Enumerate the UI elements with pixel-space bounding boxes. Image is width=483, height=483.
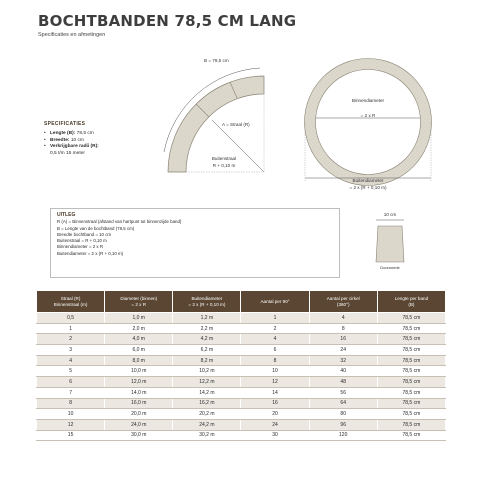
table-cell: 4,2 m xyxy=(173,334,241,345)
table-row xyxy=(37,377,446,388)
table-row xyxy=(37,313,446,324)
outer-radius-title: Buitenstraal xyxy=(211,156,237,161)
table-cell: 16 xyxy=(309,334,377,345)
table-cell: 8 xyxy=(241,355,309,366)
col-header-length: Lengte per band (B) xyxy=(377,291,445,313)
specifications-block xyxy=(44,121,164,158)
table-cell: 4,0 m xyxy=(105,334,173,345)
section-width-label: 10 cm xyxy=(383,212,397,217)
table-row xyxy=(37,409,446,420)
table-cell: 24 xyxy=(309,345,377,356)
table-cell: 78,5 cm xyxy=(377,430,445,441)
dimensions-table xyxy=(36,290,446,441)
table-cell: 24,2 m xyxy=(173,419,241,430)
table-cell: 20 xyxy=(241,409,309,420)
table-cell: 16 xyxy=(241,398,309,409)
table-cell: 8 xyxy=(37,398,105,409)
table-cell: 40 xyxy=(309,366,377,377)
table-cell: 6,2 m xyxy=(173,345,241,356)
table-cell: 6,0 m xyxy=(105,345,173,356)
table-cell: 8,2 m xyxy=(173,355,241,366)
table-cell: 7 xyxy=(37,387,105,398)
table-cell: 15 xyxy=(37,430,105,441)
table-cell: 1 xyxy=(241,313,309,324)
table-cell: 10,0 m xyxy=(105,366,173,377)
table-cell: 16,2 m xyxy=(173,398,241,409)
page-subtitle: Specificaties en afmetingen xyxy=(38,32,106,38)
b-length-label: B = 78,5 cm xyxy=(204,58,229,63)
table-cell: 78,5 cm xyxy=(377,387,445,398)
inner-diameter-title: Binnendiameter xyxy=(351,98,385,103)
table-row xyxy=(37,334,446,345)
col-header-count-circle: Aantal per cirkel (360°) xyxy=(309,291,377,313)
table-cell: 48 xyxy=(309,377,377,388)
table-cell: 12,0 m xyxy=(105,377,173,388)
table-cell: 78,5 cm xyxy=(377,313,445,324)
col-header-inner-diameter: Diameter (binnen) = 2 x R xyxy=(105,291,173,313)
table-cell: 80 xyxy=(309,409,377,420)
table-row xyxy=(37,366,446,377)
table-cell: 2,0 m xyxy=(105,323,173,334)
table-cell: 10 xyxy=(37,409,105,420)
table-row xyxy=(37,355,446,366)
explanation-title: UITLEG xyxy=(57,212,76,218)
table-cell: 0,5 xyxy=(37,313,105,324)
explanation-line: Binnendiameter = 2 x R xyxy=(57,244,104,250)
table-cell: 3 xyxy=(37,345,105,356)
table-cell: 78,5 cm xyxy=(377,345,445,356)
table-cell: 24,0 m xyxy=(105,419,173,430)
table-cell: 1 xyxy=(37,323,105,334)
table-cell: 8 xyxy=(309,323,377,334)
table-cell: 4 xyxy=(37,355,105,366)
table-cell: 78,5 cm xyxy=(377,409,445,420)
explanation-line: Buitendiameter = 2 x (R + 0,10 m) xyxy=(57,250,124,256)
table-cell: 78,5 cm xyxy=(377,398,445,409)
spec-item-length: • Lengte (B): 78,5 cm xyxy=(44,131,164,138)
spec-item-width: • Breedte: 10 cm xyxy=(44,138,164,145)
table-cell: 2,2 m xyxy=(173,323,241,334)
table-cell: 10 xyxy=(241,366,309,377)
page-title: BOCHTBANDEN 78,5 CM LANG xyxy=(38,12,297,30)
section-caption: Doorsnede xyxy=(380,265,400,270)
table-cell: 78,5 cm xyxy=(377,366,445,377)
table-row xyxy=(37,398,446,409)
table-cell: 20,2 m xyxy=(173,409,241,420)
table-cell: 120 xyxy=(309,430,377,441)
table-cell: 64 xyxy=(309,398,377,409)
table-cell: 16,0 m xyxy=(105,398,173,409)
table-cell: 30 xyxy=(241,430,309,441)
cross-section-diagram xyxy=(370,212,410,272)
table-cell: 24 xyxy=(241,419,309,430)
table-cell: 1,2 m xyxy=(173,313,241,324)
table-cell: 10,2 m xyxy=(173,366,241,377)
specifications-title: SPECIFICATIES xyxy=(44,121,86,127)
table-cell: 32 xyxy=(309,355,377,366)
table-cell: 56 xyxy=(309,387,377,398)
col-header-count-90: Aantal per 90° xyxy=(241,291,309,313)
inner-diameter-value: = 2 x R xyxy=(360,113,376,118)
table-row xyxy=(37,419,446,430)
table-header-row xyxy=(37,291,446,313)
explanation-box xyxy=(50,208,340,278)
table-cell: 6 xyxy=(241,345,309,356)
table-cell: 14,0 m xyxy=(105,387,173,398)
table-cell: 78,5 cm xyxy=(377,419,445,430)
col-header-outer-diameter: Buitendiameter = 2 x (R + 0,10 m) xyxy=(173,291,241,313)
table-row xyxy=(37,387,446,398)
table-cell: 14,2 m xyxy=(173,387,241,398)
explanation-line: Buitenstraal = R + 0,10 m xyxy=(57,238,107,244)
table-row xyxy=(37,430,446,441)
table-cell: 78,5 cm xyxy=(377,323,445,334)
table-row xyxy=(37,323,446,334)
col-header-radius: Straal (R) Binnenstraal (m) xyxy=(37,291,105,313)
outer-radius-value: R + 0,10 m xyxy=(212,163,236,168)
table-cell: 20,0 m xyxy=(105,409,173,420)
table-row xyxy=(37,345,446,356)
full-circle-diagram xyxy=(296,50,446,200)
quarter-arc-diagram xyxy=(160,52,280,180)
table-cell: 12 xyxy=(241,377,309,388)
table-cell: 5 xyxy=(37,366,105,377)
table-cell: 1,0 m xyxy=(105,313,173,324)
spec-item-radii: • Verkrijgbare radii (R): 0,5 t/m 15 meter xyxy=(44,144,164,158)
table-cell: 12 xyxy=(37,419,105,430)
table-cell: 30,0 m xyxy=(105,430,173,441)
table-cell: 2 xyxy=(241,323,309,334)
table-cell: 6 xyxy=(37,377,105,388)
explanation-line: Breedte bochtband = 10 cm xyxy=(57,231,112,237)
table-cell: 14 xyxy=(241,387,309,398)
table-cell: 78,5 cm xyxy=(377,334,445,345)
table-cell: 8,0 m xyxy=(105,355,173,366)
table-cell: 4 xyxy=(309,313,377,324)
outer-diameter-title: Buitendiameter xyxy=(352,178,384,183)
radius-a-label: A = Straal (R) xyxy=(222,122,250,127)
table-cell: 96 xyxy=(309,419,377,430)
table-cell: 2 xyxy=(37,334,105,345)
explanation-line: R (A) = Binnenstraal (afstand van hartpunt tot binnenzijde band) xyxy=(57,219,182,225)
table-cell: 12,2 m xyxy=(173,377,241,388)
explanation-line: B = Lengte van de bochtband (78,5 cm) xyxy=(57,225,135,231)
table-cell: 30,2 m xyxy=(173,430,241,441)
table-cell: 4 xyxy=(241,334,309,345)
outer-diameter-value: = 2 x (R + 0,10 m) xyxy=(349,185,387,190)
table-cell: 78,5 cm xyxy=(377,355,445,366)
table-cell: 78,5 cm xyxy=(377,377,445,388)
